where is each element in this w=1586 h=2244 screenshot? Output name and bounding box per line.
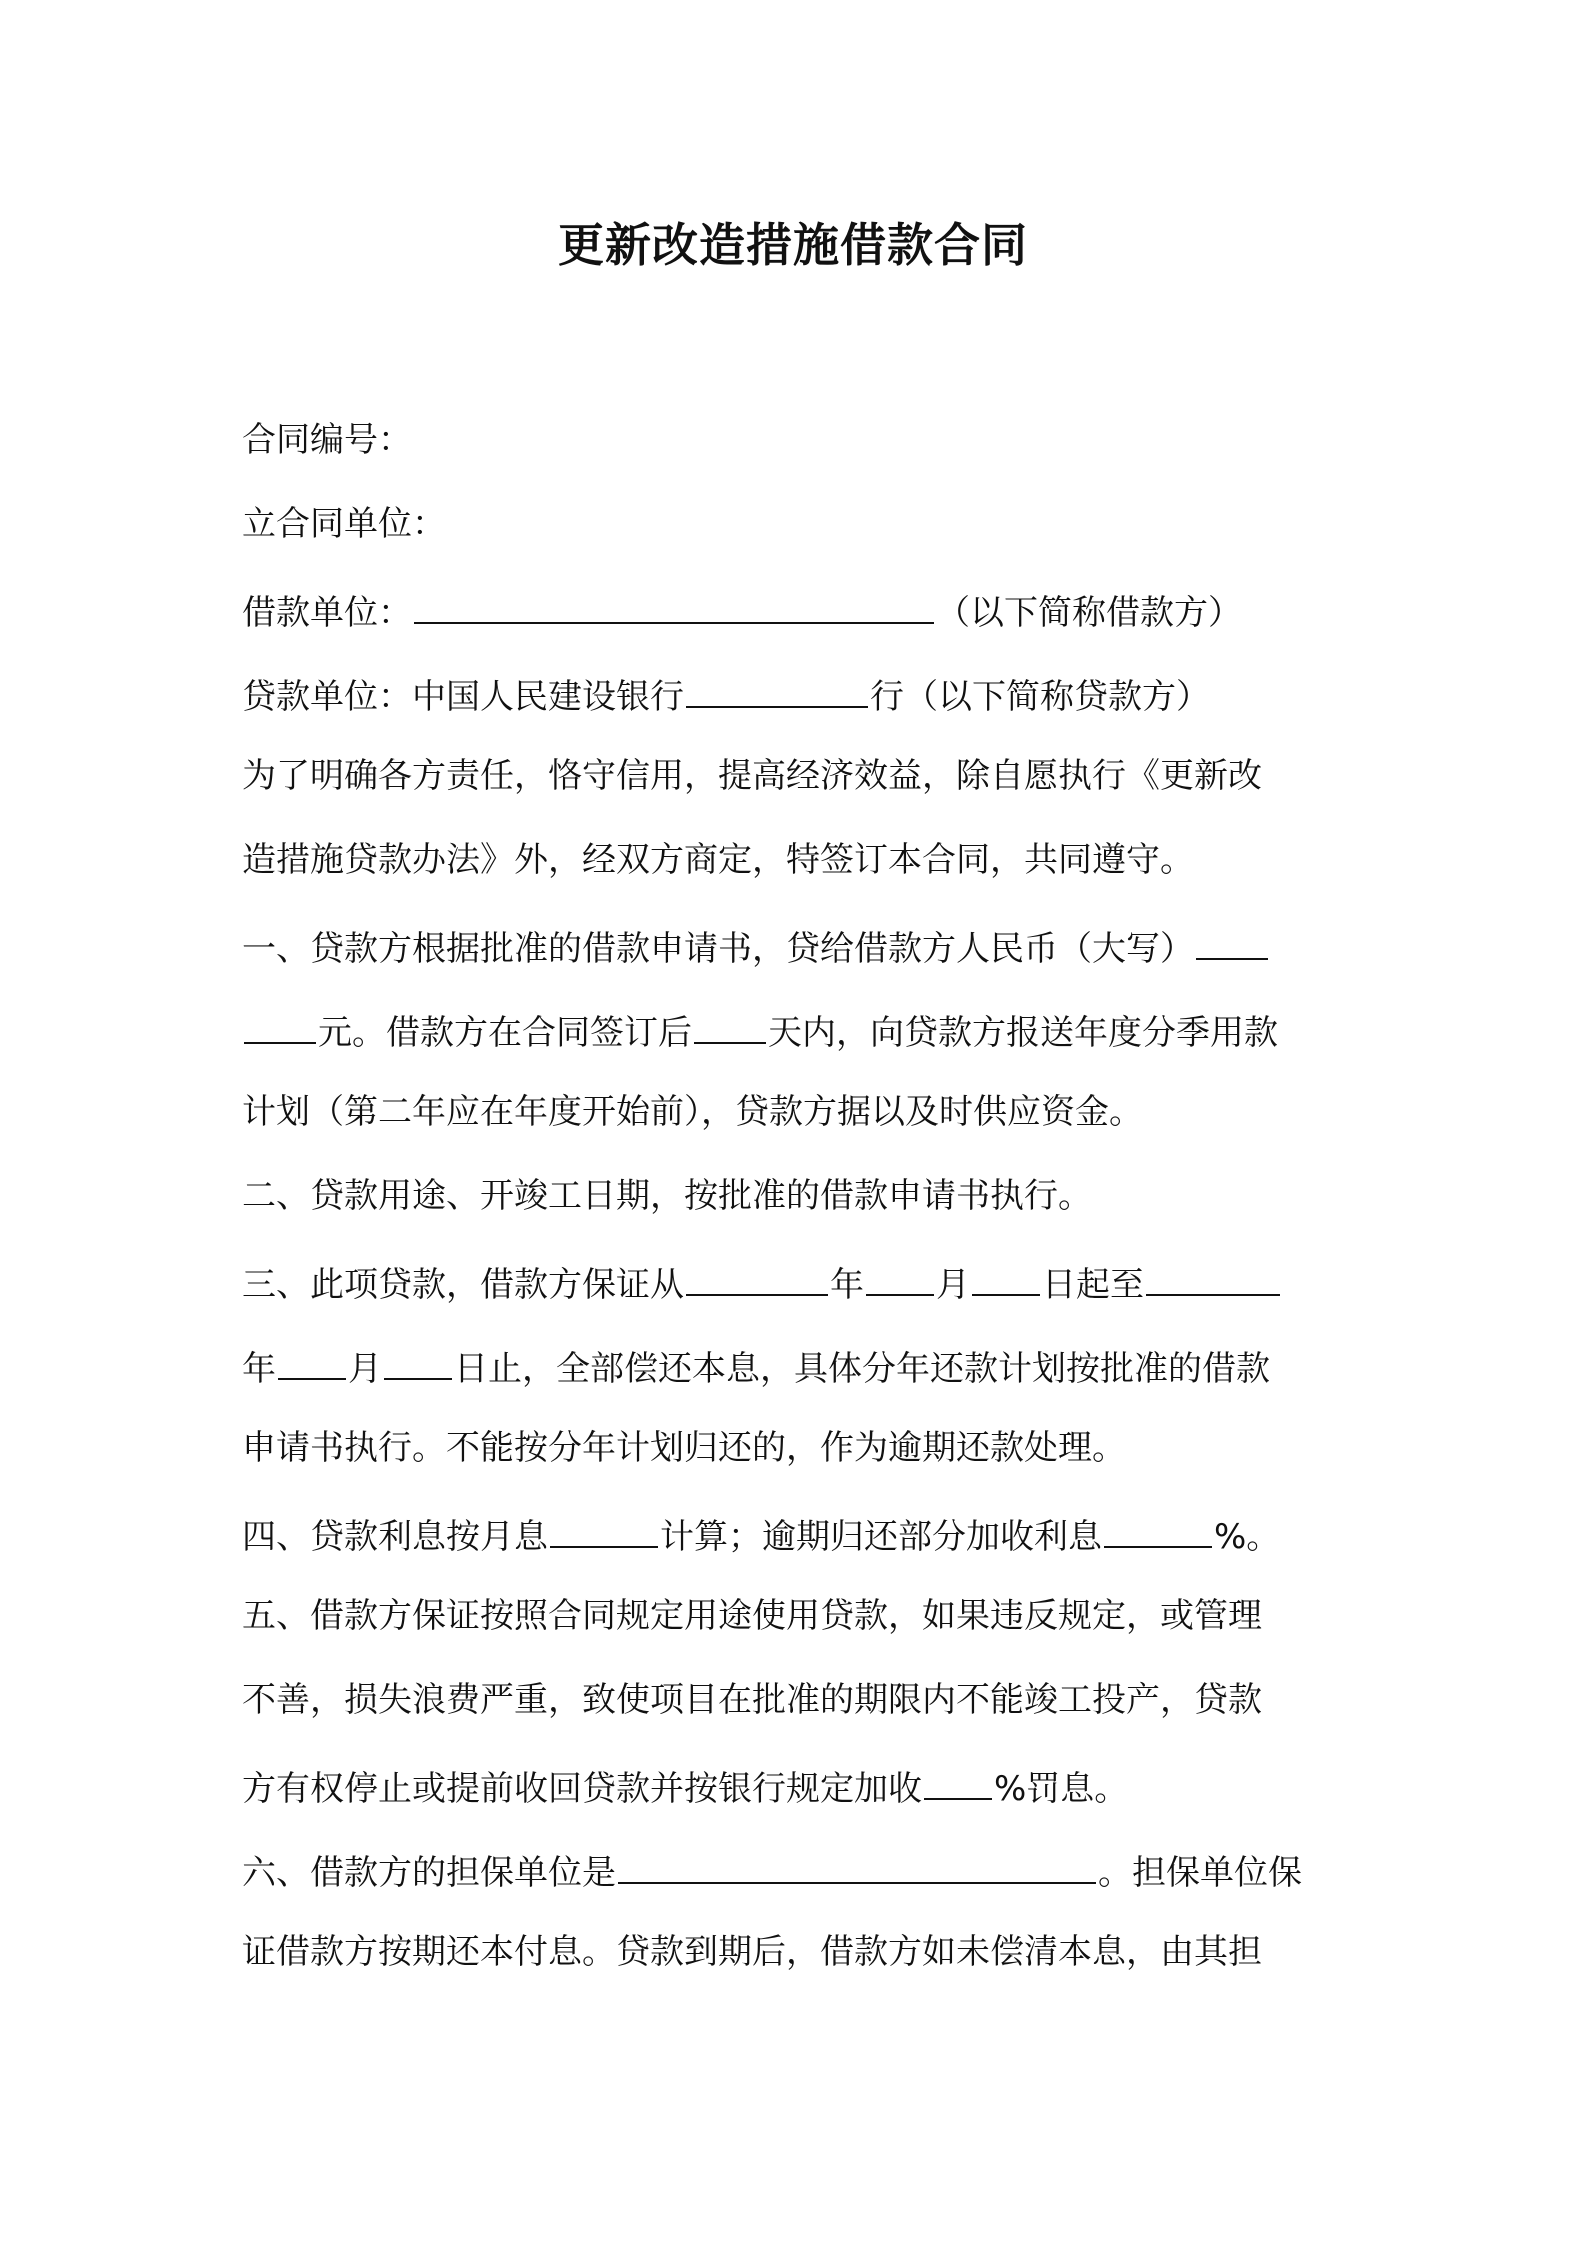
clause-3-line-3 <box>242 1418 1362 1478</box>
parties-line <box>242 494 1362 554</box>
clause-6-line-1 <box>242 1838 1362 1903</box>
clause-4-text-3: %。 <box>1214 1517 1281 1557</box>
clause-1-text-1: 一、贷款方根据批准的借款申请书，贷给借款方人民币（大写） <box>242 929 1194 969</box>
clause-3-end-year-label: 年 <box>242 1349 276 1389</box>
clause-5-text-3: 方有权停止或提前收回贷款并按银行规定加收 <box>242 1769 922 1809</box>
clause-5-text-1: 五、借款方保证按照合同规定用途使用贷款，如果违反规定，或管理 <box>242 1596 1262 1636</box>
clause-5-text-2: 不善，损失浪费严重，致使项目在批准的期限内不能竣工投产，贷款 <box>242 1680 1262 1720</box>
amount-blank-1 <box>1196 914 1268 960</box>
borrower-label: 借款单位： <box>242 593 412 633</box>
borrower-note: （以下简称借款方） <box>936 593 1242 633</box>
clause-2-text: 二、贷款用途、开竣工日期，按批准的借款申请书执行。 <box>242 1176 1092 1216</box>
clause-2-line <box>242 1166 1362 1226</box>
preamble-line-1 <box>242 746 1362 806</box>
clause-3-year-label: 年 <box>830 1265 864 1305</box>
amount-blank-2 <box>244 998 316 1044</box>
clause-5-line-3 <box>242 1754 1362 1819</box>
start-month-blank <box>866 1250 934 1296</box>
clause-3-month-label: 月 <box>936 1265 970 1305</box>
clause-6-text-2: 。担保单位保 <box>1098 1853 1302 1893</box>
clause-5-line-2 <box>242 1670 1362 1730</box>
end-day-blank <box>384 1334 452 1380</box>
parties-label: 立合同单位： <box>242 504 446 544</box>
clause-1-text-4: 计划（第二年应在年度开始前），贷款方据以及时供应资金。 <box>242 1092 1143 1132</box>
penalty-rate-blank <box>924 1754 992 1800</box>
preamble-text-2: 造措施贷款办法》外，经双方商定，特签订本合同，共同遵守。 <box>242 840 1194 880</box>
clause-5-line-1 <box>242 1586 1362 1646</box>
contract-number-line <box>242 410 1362 470</box>
clause-1-text-2: 元。借款方在合同签订后 <box>318 1013 692 1053</box>
document-title: 更新改造措施借款合同 <box>558 218 1028 272</box>
clause-3-text-2: 日止，全部偿还本息，具体分年还款计划按批准的借款 <box>454 1349 1270 1389</box>
monthly-interest-blank <box>550 1502 658 1548</box>
days-blank <box>694 998 766 1044</box>
clause-3-from-label: 日起至 <box>1042 1265 1144 1305</box>
start-year-blank <box>686 1250 828 1296</box>
clause-5-text-4: %罚息。 <box>994 1769 1129 1809</box>
clause-1-line-1 <box>242 914 1362 979</box>
clause-6-text-3: 证借款方按期还本付息。贷款到期后，借款方如未偿清本息，由其担 <box>242 1932 1262 1972</box>
clause-3-line-1 <box>242 1250 1362 1315</box>
lender-note: 行（以下简称贷款方） <box>870 677 1210 717</box>
contract-number-label: 合同编号： <box>242 420 412 460</box>
preamble-line-2 <box>242 830 1362 890</box>
clause-6-line-2 <box>242 1922 1362 1982</box>
clause-3-text-3: 申请书执行。不能按分年计划归还的，作为逾期还款处理。 <box>242 1428 1126 1468</box>
preamble-text-1: 为了明确各方责任，恪守信用，提高经济效益，除自愿执行《更新改 <box>242 756 1262 796</box>
clause-6-text-1: 六、借款方的担保单位是 <box>242 1853 616 1893</box>
clause-3-text-1: 三、此项贷款，借款方保证从 <box>242 1265 684 1305</box>
lender-branch-blank <box>686 662 868 708</box>
clause-1-line-2 <box>242 998 1362 1063</box>
borrower-blank <box>414 578 934 624</box>
clause-4-text-2: 计算；逾期归还部分加收利息 <box>660 1517 1102 1557</box>
start-day-blank <box>972 1250 1040 1296</box>
clause-3-line-2 <box>242 1334 1362 1399</box>
lender-label: 贷款单位：中国人民建设银行 <box>242 677 684 717</box>
clause-1-text-3: 天内，向贷款方报送年度分季用款 <box>768 1013 1278 1053</box>
guarantor-blank <box>618 1838 1096 1884</box>
borrower-line <box>242 578 1362 643</box>
clause-4-text-1: 四、贷款利息按月息 <box>242 1517 548 1557</box>
overdue-interest-blank <box>1104 1502 1212 1548</box>
clause-4-line <box>242 1502 1362 1567</box>
clause-3-end-month-label: 月 <box>348 1349 382 1389</box>
end-year-blank <box>1146 1250 1280 1296</box>
end-month-blank <box>278 1334 346 1380</box>
lender-line <box>242 662 1362 727</box>
clause-1-line-3 <box>242 1082 1362 1142</box>
